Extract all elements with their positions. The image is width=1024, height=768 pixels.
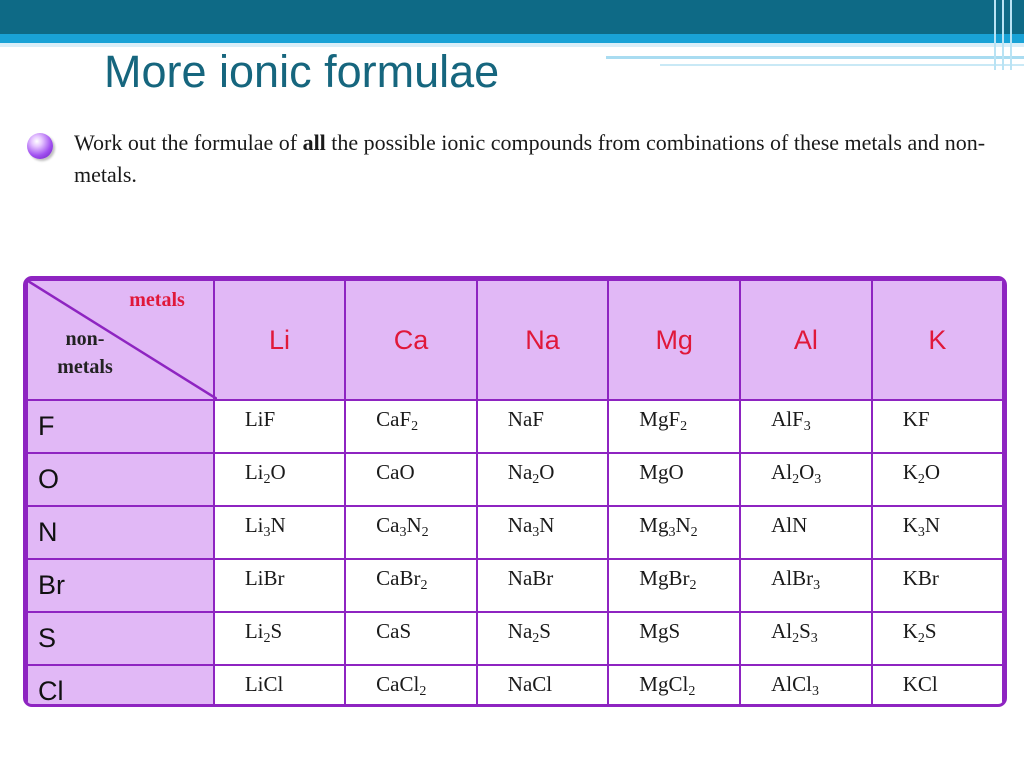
nonmetal-header: S bbox=[27, 612, 214, 665]
intro-text-end: the possible ionic compounds from combinations of these metals and non-metals. bbox=[74, 130, 986, 187]
formula-subscript: 3 bbox=[813, 578, 821, 593]
metal-header: K bbox=[872, 280, 1003, 400]
formula-symbol: CaCl bbox=[376, 672, 420, 696]
formula-cell bbox=[608, 665, 740, 707]
formula-subscript: 3 bbox=[811, 684, 819, 699]
formula-subscript: 2 bbox=[792, 472, 800, 487]
formula-symbol: Na bbox=[507, 460, 533, 484]
formula-cell bbox=[477, 612, 609, 665]
corner-label-nonmetals-line1: non- bbox=[65, 328, 105, 350]
formula-cell bbox=[214, 559, 345, 612]
formula-symbol: Na bbox=[507, 513, 533, 537]
formula-cell bbox=[872, 453, 1003, 506]
formula-table-frame bbox=[23, 276, 1007, 707]
nonmetal-header: N bbox=[27, 506, 214, 559]
formula-symbol: MgCl bbox=[639, 672, 689, 696]
formula-subscript: 3 bbox=[917, 525, 925, 540]
formula-symbol: Li bbox=[244, 460, 264, 484]
formula-cell bbox=[477, 559, 609, 612]
formula-cell bbox=[345, 612, 477, 665]
formula-symbol: K bbox=[902, 619, 918, 643]
table-row bbox=[27, 665, 1003, 707]
formula-subscript: 3 bbox=[399, 525, 407, 540]
formula-cell bbox=[214, 612, 345, 665]
formula-cell bbox=[740, 665, 872, 707]
formula-symbol: N bbox=[539, 513, 555, 537]
formula-subscript: 2 bbox=[263, 472, 271, 487]
formula-subscript: 2 bbox=[411, 419, 419, 434]
formula-subscript: 2 bbox=[680, 419, 688, 434]
formula-subscript: 2 bbox=[421, 525, 429, 540]
nonmetal-header: F bbox=[27, 400, 214, 453]
formula-cell bbox=[872, 665, 1003, 707]
table-body bbox=[27, 400, 1003, 707]
table-row bbox=[27, 506, 1003, 559]
corner-label-nonmetals-line2: metals bbox=[57, 356, 113, 378]
formula-subscript: 2 bbox=[263, 631, 271, 646]
formula-symbol: N bbox=[675, 513, 691, 537]
formula-cell bbox=[872, 559, 1003, 612]
formula-symbol: LiCl bbox=[244, 672, 284, 696]
formula-subscript: 2 bbox=[532, 472, 540, 487]
formula-cell bbox=[477, 400, 609, 453]
formula-symbol: LiBr bbox=[244, 566, 285, 590]
formula-cell bbox=[872, 506, 1003, 559]
formula-cell bbox=[740, 453, 872, 506]
formula-symbol: NaF bbox=[507, 407, 544, 431]
formula-cell bbox=[214, 506, 345, 559]
formula-symbol: O bbox=[539, 460, 555, 484]
formula-symbol: Al bbox=[771, 460, 793, 484]
formula-symbol: NaBr bbox=[507, 566, 554, 590]
formula-symbol: MgBr bbox=[639, 566, 690, 590]
nonmetal-header: O bbox=[27, 453, 214, 506]
corner-label-nonmetals bbox=[40, 325, 130, 381]
metal-header: Mg bbox=[608, 280, 740, 400]
formula-subscript: 2 bbox=[688, 684, 696, 699]
formula-subscript: 2 bbox=[690, 525, 698, 540]
nonmetal-header: Br bbox=[27, 559, 214, 612]
formula-table bbox=[26, 279, 1004, 707]
formula-symbol: MgS bbox=[639, 619, 681, 643]
formula-subscript: 2 bbox=[419, 684, 427, 699]
formula-subscript: 3 bbox=[814, 472, 822, 487]
formula-symbol: Li bbox=[244, 513, 264, 537]
metal-header: Al bbox=[740, 280, 872, 400]
formula-symbol: KBr bbox=[902, 566, 939, 590]
formula-subscript: 3 bbox=[532, 525, 540, 540]
formula-symbol: MgO bbox=[639, 460, 684, 484]
metal-header: Na bbox=[477, 280, 609, 400]
formula-subscript: 2 bbox=[420, 578, 428, 593]
decorative-line bbox=[660, 64, 1024, 66]
bullet-orb-icon bbox=[27, 133, 53, 159]
formula-cell bbox=[345, 559, 477, 612]
formula-symbol: N bbox=[270, 513, 286, 537]
formula-cell bbox=[608, 400, 740, 453]
formula-cell bbox=[608, 506, 740, 559]
formula-subscript: 2 bbox=[532, 631, 540, 646]
intro-text-emphasis: all bbox=[302, 130, 326, 155]
formula-symbol: N bbox=[406, 513, 422, 537]
metal-header: Ca bbox=[345, 280, 477, 400]
formula-symbol: AlCl bbox=[771, 672, 812, 696]
formula-symbol: K bbox=[902, 460, 918, 484]
table-row bbox=[27, 559, 1003, 612]
slide-title: More ionic formulae bbox=[104, 46, 500, 97]
formula-symbol: CaS bbox=[376, 619, 412, 643]
formula-cell bbox=[872, 400, 1003, 453]
table-row bbox=[27, 400, 1003, 453]
formula-symbol: Li bbox=[244, 619, 264, 643]
formula-symbol: K bbox=[902, 513, 918, 537]
formula-subscript: 3 bbox=[263, 525, 271, 540]
formula-cell bbox=[608, 559, 740, 612]
formula-cell bbox=[214, 453, 345, 506]
top-banner-stripe bbox=[0, 34, 1024, 43]
table-corner-cell bbox=[27, 280, 214, 400]
formula-subscript: 2 bbox=[917, 631, 925, 646]
formula-cell bbox=[477, 665, 609, 707]
formula-cell bbox=[477, 453, 609, 506]
formula-cell bbox=[740, 612, 872, 665]
table-row bbox=[27, 612, 1003, 665]
formula-symbol: KF bbox=[902, 407, 930, 431]
formula-symbol: S bbox=[539, 619, 551, 643]
formula-cell bbox=[345, 400, 477, 453]
formula-symbol: NaCl bbox=[507, 672, 553, 696]
formula-symbol: Ca bbox=[376, 513, 400, 537]
formula-symbol: CaF bbox=[376, 407, 412, 431]
formula-cell bbox=[345, 665, 477, 707]
formula-cell bbox=[740, 559, 872, 612]
formula-symbol: LiF bbox=[244, 407, 276, 431]
formula-cell bbox=[214, 665, 345, 707]
formula-subscript: 2 bbox=[917, 472, 925, 487]
formula-symbol: S bbox=[270, 619, 283, 643]
formula-cell bbox=[608, 453, 740, 506]
metal-header: Li bbox=[214, 280, 345, 400]
formula-symbol: O bbox=[270, 460, 286, 484]
table-row bbox=[27, 453, 1003, 506]
formula-symbol: S bbox=[799, 619, 811, 643]
formula-cell bbox=[608, 612, 740, 665]
formula-subscript: 2 bbox=[689, 578, 697, 593]
decorative-line bbox=[606, 56, 1024, 59]
formula-symbol: AlBr bbox=[771, 566, 814, 590]
formula-symbol: CaO bbox=[376, 460, 415, 484]
intro-text-start: Work out the formulae of bbox=[74, 130, 303, 155]
formula-cell bbox=[872, 612, 1003, 665]
corner-label-metals: metals bbox=[129, 289, 185, 311]
nonmetal-header: Cl bbox=[27, 665, 214, 707]
formula-symbol: O bbox=[799, 460, 815, 484]
formula-symbol: CaBr bbox=[376, 566, 421, 590]
formula-symbol: O bbox=[924, 460, 941, 484]
formula-symbol: Na bbox=[507, 619, 533, 643]
formula-symbol: S bbox=[924, 619, 937, 643]
formula-symbol: Mg bbox=[639, 513, 669, 537]
decorative-vline bbox=[994, 0, 996, 70]
formula-symbol: MgF bbox=[639, 407, 681, 431]
formula-symbol: KCl bbox=[902, 672, 938, 696]
formula-cell bbox=[345, 506, 477, 559]
formula-symbol: N bbox=[924, 513, 941, 537]
table-header-row bbox=[27, 280, 1003, 400]
formula-symbol: AlF bbox=[771, 407, 804, 431]
formula-cell bbox=[477, 506, 609, 559]
top-banner bbox=[0, 0, 1024, 34]
formula-cell bbox=[214, 400, 345, 453]
intro-text bbox=[74, 127, 1014, 191]
decorative-vline bbox=[1010, 0, 1012, 70]
formula-subscript: 3 bbox=[668, 525, 676, 540]
formula-subscript: 2 bbox=[792, 631, 800, 646]
decorative-vline bbox=[1002, 0, 1004, 70]
formula-cell bbox=[740, 400, 872, 453]
formula-cell bbox=[345, 453, 477, 506]
formula-cell bbox=[740, 506, 872, 559]
formula-symbol: Al bbox=[771, 619, 793, 643]
formula-symbol: AlN bbox=[771, 513, 808, 537]
formula-subscript: 3 bbox=[810, 631, 818, 646]
formula-subscript: 3 bbox=[803, 419, 811, 434]
